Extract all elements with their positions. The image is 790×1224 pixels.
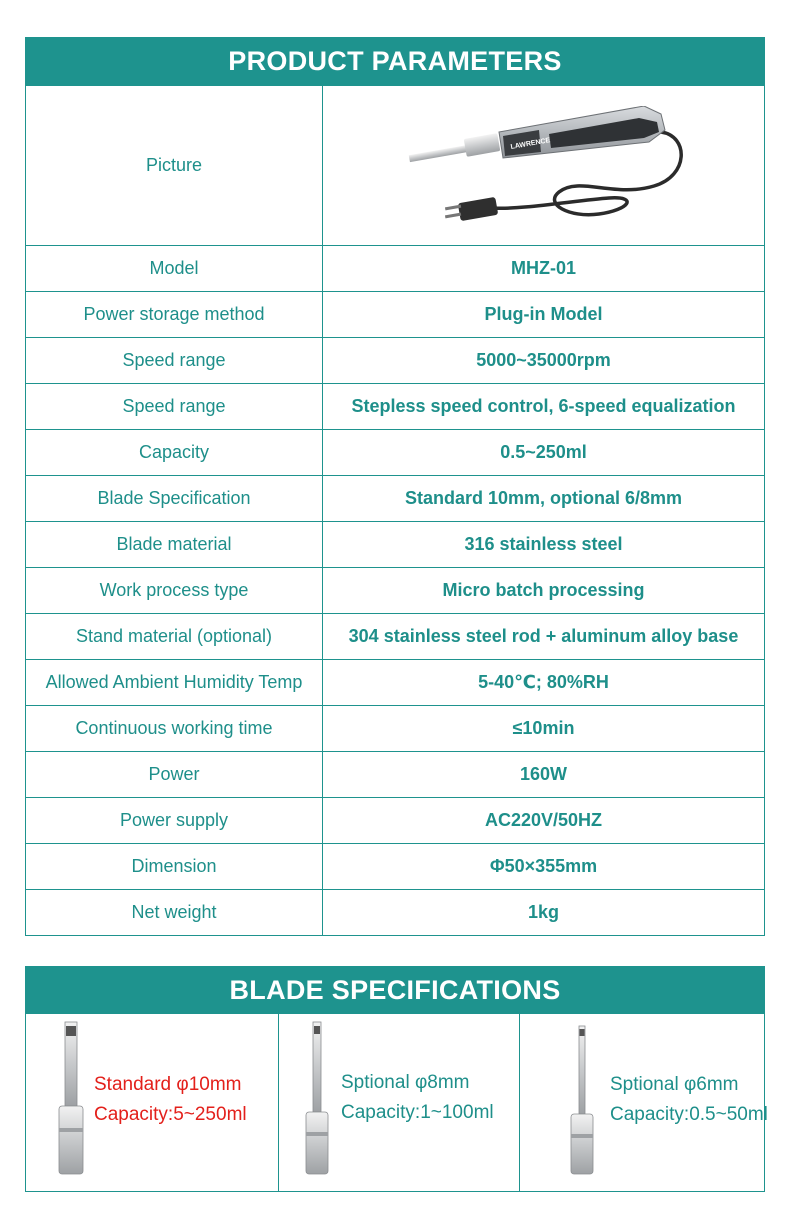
param-label: Power (26, 752, 323, 798)
param-value: Standard 10mm, optional 6/8mm (323, 476, 765, 522)
param-label: Blade Specification (26, 476, 323, 522)
param-value: 5-40℃; 80%RH (323, 660, 765, 706)
handheld-homogenizer-icon (399, 106, 689, 226)
param-label: Speed range (26, 384, 323, 430)
param-value: MHZ-01 (323, 246, 765, 292)
parameter-rows (26, 246, 765, 936)
table-row (26, 292, 765, 338)
param-label: Continuous working time (26, 706, 323, 752)
table-row (26, 430, 765, 476)
table-row (26, 246, 765, 292)
product-parameters-header: PRODUCT PARAMETERS (25, 37, 765, 85)
table-row (26, 476, 765, 522)
blade-capacity: Capacity:1~100ml (341, 1102, 494, 1123)
brand-text: LAWRENCE (509, 136, 551, 151)
table-row (26, 798, 765, 844)
param-value: AC220V/50HZ (323, 798, 765, 844)
param-label: Work process type (26, 568, 323, 614)
param-value: Stepless speed control, 6-speed equalization (323, 384, 765, 430)
param-value: Φ50×355mm (323, 844, 765, 890)
blade-name: Sptional φ6mm (610, 1074, 739, 1095)
table-row (26, 522, 765, 568)
picture-label: Picture (26, 86, 323, 246)
param-value: 5000~35000rpm (323, 338, 765, 384)
param-label: Power storage method (26, 292, 323, 338)
param-label: Allowed Ambient Humidity Temp (26, 660, 323, 706)
param-label: Stand material (optional) (26, 614, 323, 660)
table-row (26, 844, 765, 890)
table-row (26, 86, 765, 246)
blade-name: Sptional φ8mm (341, 1072, 470, 1093)
blade-name: Standard φ10mm (94, 1074, 242, 1095)
param-label: Blade material (26, 522, 323, 568)
table-row (26, 706, 765, 752)
param-value: 0.5~250ml (323, 430, 765, 476)
blade-10mm-icon (56, 1020, 86, 1180)
param-label: Power supply (26, 798, 323, 844)
param-label: Dimension (26, 844, 323, 890)
table-row (26, 384, 765, 430)
table-row (26, 338, 765, 384)
parameters-table (25, 85, 765, 936)
blade-specifications-header: BLADE SPECIFICATIONS (25, 966, 765, 1014)
blade-specifications-panel (25, 1014, 768, 1192)
param-value: Plug-in Model (323, 292, 765, 338)
param-label: Model (26, 246, 323, 292)
blade-item-8mm (278, 1014, 520, 1191)
table-row (26, 752, 765, 798)
blade-6mm-icon (567, 1020, 597, 1180)
table-row (26, 890, 765, 936)
blade-capacity: Capacity:5~250ml (94, 1104, 247, 1125)
param-label: Net weight (26, 890, 323, 936)
table-row (26, 660, 765, 706)
blade-capacity: Capacity:0.5~50ml (610, 1104, 768, 1125)
param-label: Speed range (26, 338, 323, 384)
table-row (26, 614, 765, 660)
blade-item-6mm (519, 1014, 768, 1191)
param-value: ≤10min (323, 706, 765, 752)
param-value: 160W (323, 752, 765, 798)
product-image-cell (323, 86, 765, 246)
param-value: 1kg (323, 890, 765, 936)
blade-8mm-icon (302, 1020, 332, 1180)
param-value: Micro batch processing (323, 568, 765, 614)
table-row (26, 568, 765, 614)
param-value: 304 stainless steel rod + aluminum alloy base (323, 614, 765, 660)
blade-item-10mm (26, 1014, 278, 1191)
param-value: 316 stainless steel (323, 522, 765, 568)
param-label: Capacity (26, 430, 323, 476)
